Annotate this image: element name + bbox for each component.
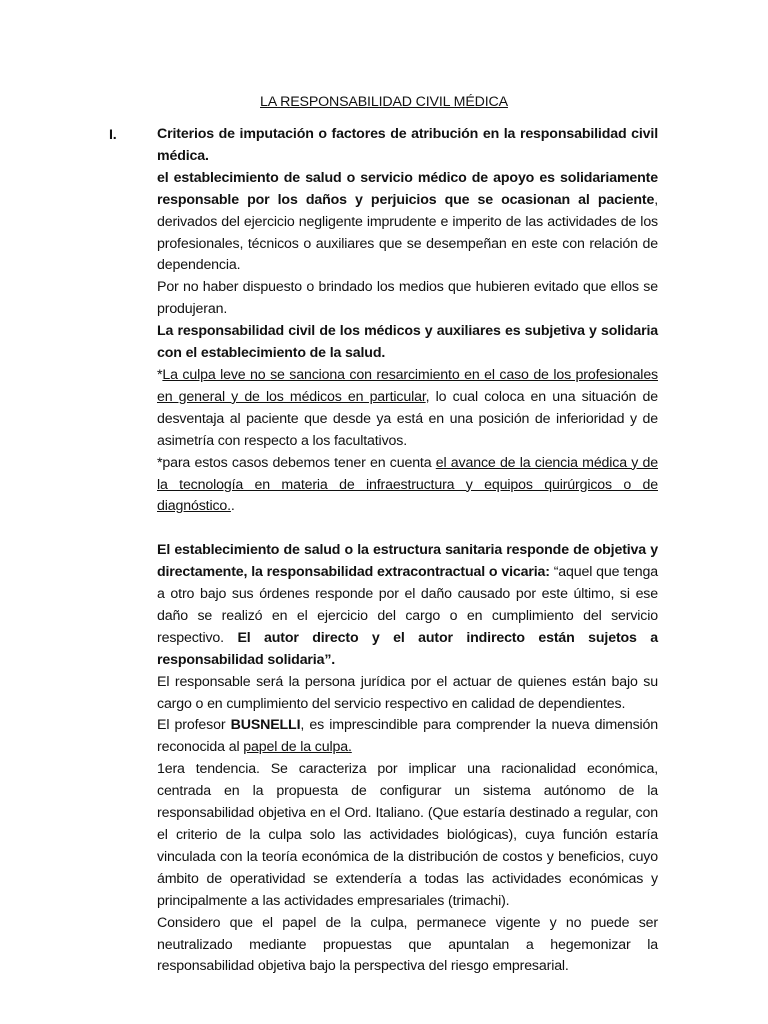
- paragraph-10: Considero que el papel de la culpa, permanece vigente y no puede ser neutralizado mediante propuestas que apuntalan a hegemonizar la responsabilidad objetiva bajo la perspectiva del riesgo empresarial.: [157, 914, 658, 975]
- blank-line: [157, 518, 658, 540]
- paragraph-8-prefix: El profesor: [157, 717, 231, 734]
- section-heading: Criterios de imputación o factores de atribución en la responsabilidad civil médica.: [157, 126, 658, 164]
- document-body: [157, 124, 658, 978]
- paragraph-5-prefix: *para estos casos debemos tener en cuenta: [157, 454, 436, 471]
- paragraph-5-underlined: el avance de la ciencia médica y de la tecnología en materia de infraestructura y equipos quirúrgicos o de diagnóstico.: [157, 454, 658, 515]
- paragraph-9: 1era tendencia. Se caracteriza por implicar una racionalidad económica, centrada en la propuesta de configurar un sistema autónomo de la responsabilidad objetiva en el Ord. Italiano. (Que estaría destinado a regular, con el criterio de la culpa solo las actividades biológicas), cuya función estaría vinculada con la teoría económica de la distribución de costos y beneficios, cuyo ámbito de operatividad se extendería a todas las actividades económicas y principalmente a las actividades empresariales (trimachi).: [157, 761, 658, 909]
- paragraph-1: [157, 168, 658, 278]
- paragraph-6: [157, 540, 658, 671]
- paragraph-2: Por no haber dispuesto o brindado los medios que hubieren evitado que ellos se produjeran.: [157, 279, 658, 318]
- paragraph-8-underlined: papel de la culpa.: [243, 739, 352, 756]
- paragraph-1-bold: el establecimiento de salud o servicio médico de apoyo es solidariamente responsable por los daños y perjuicios que se ocasionan al paciente: [157, 169, 658, 208]
- paragraph-7: El responsable será la persona jurídica por el actuar de quienes están bajo su cargo o en cumplimiento del servicio respectivo en calidad de dependientes.: [157, 673, 658, 712]
- paragraph-6-bold-close: El autor directo y el autor indirecto están sujetos a responsabilidad solidaria”.: [157, 629, 658, 668]
- paragraph-6-quote: “aquel que tenga a otro bajo sus órdenes responde por el daño causado por este último, si ese daño se realizó en el ejercicio del cargo o en cumplimiento del servicio respectivo.: [157, 564, 659, 646]
- paragraph-3: La responsabilidad civil de los médicos y auxiliares es subjetiva y solidaria con el establecimiento de la salud.: [157, 323, 658, 362]
- paragraph-8-text: , es imprescindible para comprender la nueva dimensión reconocida al: [157, 717, 658, 756]
- paragraph-8-bold: BUSNELLI: [230, 717, 301, 734]
- paragraph-4-underlined: La culpa leve no se sanciona con resarcimiento en el caso de los profesionales en general y de los médicos en particular: [157, 366, 658, 405]
- paragraph-5-suffix: .: [230, 498, 235, 515]
- paragraph-4-prefix: *: [157, 366, 163, 383]
- paragraph-4: [157, 365, 658, 453]
- section-number: I.: [109, 127, 117, 143]
- document-title: LA RESPONSABILIDAD CIVIL MÉDICA: [260, 94, 508, 110]
- paragraph-4-text: , lo cual coloca en una situación de desventaja al paciente que desde ya está en una posición de inferioridad y de asimetría con respecto a los facultativos.: [157, 388, 658, 449]
- paragraph-8: [157, 715, 658, 759]
- paragraph-1-text: , derivados del ejercicio negligente imprudente e imperito de las actividades de los profesionales, técnicos o auxiliares que se desempeñan en este con relación de dependencia.: [157, 191, 658, 274]
- paragraph-6-bold-lead: El establecimiento de salud o la estructura sanitaria responde de objetiva y directamente, la responsabilidad extracontractual o vicaria:: [157, 542, 658, 581]
- paragraph-5: [157, 453, 658, 519]
